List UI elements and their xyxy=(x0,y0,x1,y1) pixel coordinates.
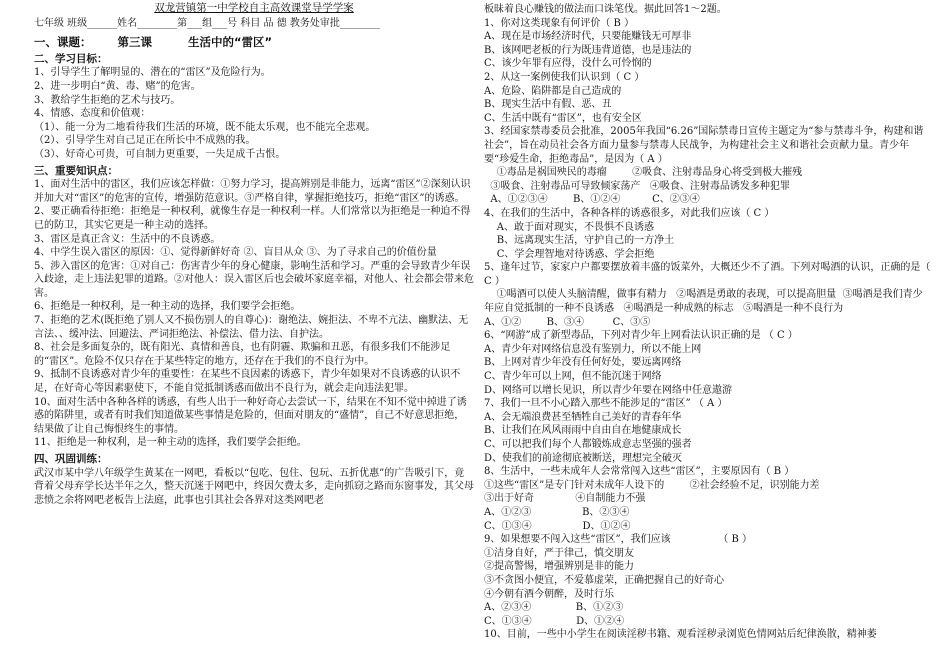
knowledge-item: 2、要正确看待拒绝：拒绝是一种权利，就像生存是一种权利一样。人们常常以为拒绝是一种迫不得已的防卫，其实它更是一种主动的选择。 xyxy=(34,206,471,231)
practice-line: C、①③④ D、①②④ xyxy=(484,615,625,627)
practice-line: ③不贪图小便宜，不爱慕虚荣，正确把握自己的好奇心 xyxy=(484,574,724,586)
goals-heading: 二、学习目标： xyxy=(34,52,108,65)
knowledge-item: 11、拒绝是一种权利，是一种主动的选择，我们要学会拒绝。 xyxy=(34,437,307,449)
practice-line: 1、你对这类现象有何评价（ B ） xyxy=(484,17,635,29)
practice-line: 3、经国家禁毒委员会批准，2005年我国“6.26”国际禁毒日宣传主题定为“参与禁毒斗争，构建和谐社会”，旨在动员社会各方面力量参与禁毒人民战争，为构建社会主义和谐社会贡献力量。青少年要“珍爱生命，拒绝毒品”，是因为（ A ） xyxy=(484,126,924,165)
goal-item: 4、情感、态度和价值观： xyxy=(34,108,151,120)
practice-line: ①喝酒可以使人头脑清醒，做事有精力 ②喝酒是勇敢的表现，可以提高胆量 ③喝酒是我们青少年应自觉抵制的一种不良诱惑 ④喝酒是一种成熟的标志 ⑤喝酒是一种不良行为 xyxy=(484,289,923,315)
practice-line: A、①②③④ B、①②④ C、②③④ xyxy=(484,194,700,206)
practice-line: 5、逢年过节，家家户户都要摆放着丰盛的饭菜外，大概还少不了酒。下列对喝酒的认识，正确的是（ C ） xyxy=(484,262,934,287)
practice-line: A、敢于面对现实，不畏惧不良诱惑 xyxy=(484,221,654,233)
practice-line: A、危险、陷阱都是自己造成的 xyxy=(484,85,622,97)
practice-line: ②提高警惕，增强辨别是非的能力 xyxy=(484,561,634,573)
practice-line: ③出于好奇 ④自制能力不强 xyxy=(484,493,646,505)
lesson-number: 第三课 xyxy=(117,35,152,50)
goal-item: 2、进一步明白“黄、毒、赌”的危害。 xyxy=(34,80,201,92)
practice-line: B、该网吧老板的行为既违背道德，也是违法的 xyxy=(484,44,692,56)
practice-line: 2、从这一案例使我们认识到（ C ） xyxy=(484,71,645,83)
lesson-topic: 生活中的“雷区” xyxy=(188,35,273,50)
goal-item: 1、引导学生了解明显的、潜在的“雷区”及危险行为。 xyxy=(34,67,271,79)
practice-line: ③吸食、注射毒品可导致倾家荡产 ④吸食、注射毒品诱发多种犯罪 xyxy=(484,180,790,192)
practice-intro-continued: 板昧着良心赚钱的做法而口诛笔伐。据此回答1～2题。 xyxy=(484,4,727,15)
practice-line: A、青少年对网络信息没有鉴别力，所以不能上网 xyxy=(484,343,702,355)
practice-line: ①洁身自好，严于律己，慎交朋友 xyxy=(484,547,634,559)
goal-item: （1）、能一分为二地看待我们生活的环境，既不能太乐观，也不能完全悲观。 xyxy=(34,121,376,133)
practice-line: B、现实生活中有假、恶、丑 xyxy=(484,99,612,111)
practice-line: 9、如果想要不闯入这些“雷区”，我们应该 （ B ） xyxy=(484,534,752,546)
practice-line: 7、我们一旦不小心踏入那些不能涉足的“雷区” （ A ） xyxy=(484,398,728,410)
practice-line: 8、生活中，一些未成年人会常常闯入这些“雷区”，主要原因有（ B ） xyxy=(484,466,795,478)
knowledge-item: 3、雷区是真正含义：生活中的不良诱惑。 xyxy=(34,233,221,245)
goals-list xyxy=(34,66,474,161)
practice-line: C、①③④ D、①②④ xyxy=(484,520,631,532)
goal-item: 3、教给学生拒绝的艺术与技巧。 xyxy=(34,94,181,106)
practice-line: C、可以把我们每个人都锻炼成意志坚强的强者 xyxy=(484,439,692,450)
lesson-label: 一、课题： xyxy=(34,35,92,50)
practice-line: B、远离现实生活，守护自己的一方净土 xyxy=(484,235,675,247)
practice-line: D、网络可以增长见识，所以青少年要在网络中任意遨游 xyxy=(484,384,733,396)
practice-intro: 武汉市某中学八年级学生黄某在一网吧，看板以“包吃、包住、包玩、五折优惠”的广告吸引下，竟背着父母弃学长达半年之久，整天沉迷于网吧中，终因欠费太多，走向抓窃之路而东窗事发，其父母悲愤之余将网吧老板告上法庭，此事也引其社会各界对这类网吧老 xyxy=(34,467,474,506)
knowledge-item: 9、抵制不良诱惑对青少年的重要性：在某些不良因素的诱惑下，青少年如果对不良诱惑的认识不足，在好奇心等因素驱使下，不能自觉抵制诱惑而做出不良行为，就会走向违法犯罪。 xyxy=(34,369,461,395)
practice-line: B、让我们在风风雨雨中自由自在地健康成长 xyxy=(484,425,682,437)
left-column xyxy=(34,0,474,507)
knowledge-item: 1、面对生活中的雷区，我们应该怎样做：①努力学习，提高辨别是非能力，远离“雷区”②深刻认识并加大对“雷区”的危害的宣传，增强防范意识。③严格自律，掌握拒绝技巧，拒绝“雷区”的诱惑。 xyxy=(34,179,471,204)
practice-questions xyxy=(484,17,932,642)
practice-line: 6、“网游”成了新型毒品，下列对青少年上网看法认识正确的是 （ C ） xyxy=(484,330,798,342)
practice-line: D、使我们的前途彻底被断送，理想完全破灭 xyxy=(484,452,683,464)
knowledge-item: 6、拒绝是一种权利，是一种主动的选择，我们要学会拒绝。 xyxy=(34,301,301,313)
knowledge-item: 7、拒绝的艺术(既拒绝了别人又不损伤别人的自尊心)：谢绝法、婉拒法、不卑不亢法、幽默法、无言法、、缓冲法、回避法、严词拒绝法、补偿法、借力法、自护法。 xyxy=(34,315,469,340)
lesson-heading xyxy=(34,36,474,50)
right-column xyxy=(484,0,932,642)
practice-line: 4、在我们的生活中，各种各样的诱惑很多，对此我们应该（ C ） xyxy=(484,207,775,219)
practice-line: C、该少年罪有应得，没什么可怜悯的 xyxy=(484,58,652,70)
practice-line: ①这些“雷区”是专门针对未成年人设下的 ②社会经验不足，识别能力差 xyxy=(484,479,820,491)
practice-line: A、会无端浪费甚至牺牲自己美好的青春年华 xyxy=(484,411,682,423)
knowledge-list xyxy=(34,178,474,450)
practice-line: A、①②③ B、②③④ xyxy=(484,506,630,518)
practice-line: A、②③④ B、①②③ xyxy=(484,602,624,614)
practice-line: 10、目前，一些中小学生在阅读淫秽书籍、观看淫秽录浏览色情网站后纪律涣散，精神萎 xyxy=(484,629,877,641)
practice-line: C、学会理智地对待诱惑、学会拒绝 xyxy=(484,248,655,260)
goal-item: （2）、引导学生对自己足正在所长中不成熟的我。 xyxy=(34,135,256,147)
knowledge-item: 8、社会是多面复杂的，既有阳光、真情和善良，也有阴霾、欺骗和丑恶，有很多我们不能涉足的“雷区”。危险不仅只存在于某些特定的地方，还存在于我们的不良行为中。 xyxy=(34,342,451,367)
practice-line: C、生活中既有“雷区”，也有安全区 xyxy=(484,112,642,124)
knowledge-item: 4、中学生误入雷区的原因：①、觉得新鲜好奇 ②、盲目从众 ③、为了寻求自己的价值份量 xyxy=(34,247,437,259)
knowledge-item: 5、涉入雷区的危害：①对自己：伤害青少年的身心健康，影响生活和学习。严重的会导致青少年误入歧途，走上违法犯罪的道路。②对他人：误入雷区后也会破坏家庭幸福，对他人、社会都会带来危害。 xyxy=(34,260,474,299)
practice-line: A、现在是市场经济时代，只要能赚钱无可厚非 xyxy=(484,31,692,43)
knowledge-heading: 三、重要知识点： xyxy=(34,164,118,177)
knowledge-item: 10、面对生活中各种各样的诱惑，有些人出于一种好奇心去尝试一下，结果在不知不觉中掉进了诱惑的陷阱里，或者有时我们知道做某些事情是危险的，但面对朋友的“盛情”，自己不好意思拒绝，结果做了让自己悔恨终生的事情。 xyxy=(34,396,467,435)
practice-heading: 四、巩固训练： xyxy=(34,453,108,465)
practice-line: B、上网对青少年没有任何好处，要远离网络 xyxy=(484,357,682,369)
student-info-line: 七年级 班级______姓名________第___组___号 科目 品 德 教务处审批________ xyxy=(34,17,380,29)
practice-line: ④今朝有酒今朝醉，及时行乐 xyxy=(484,588,614,600)
practice-line: A、①② B、③④ C、③⑤ xyxy=(484,316,651,328)
practice-line: C、青少年可以上网，但不能沉迷于网络 xyxy=(484,371,662,383)
document-title: 双龙营镇第一中学校自主高效课堂导学学案 xyxy=(154,2,354,14)
practice-line: ①毒品是祸国殃民的毒瘤 ②吸食、注射毒品身心将受到极大摧残 xyxy=(484,167,803,179)
goal-item: （3）、好奇心可贵，可自制力更重要，一失足成千古恨。 xyxy=(34,148,286,160)
